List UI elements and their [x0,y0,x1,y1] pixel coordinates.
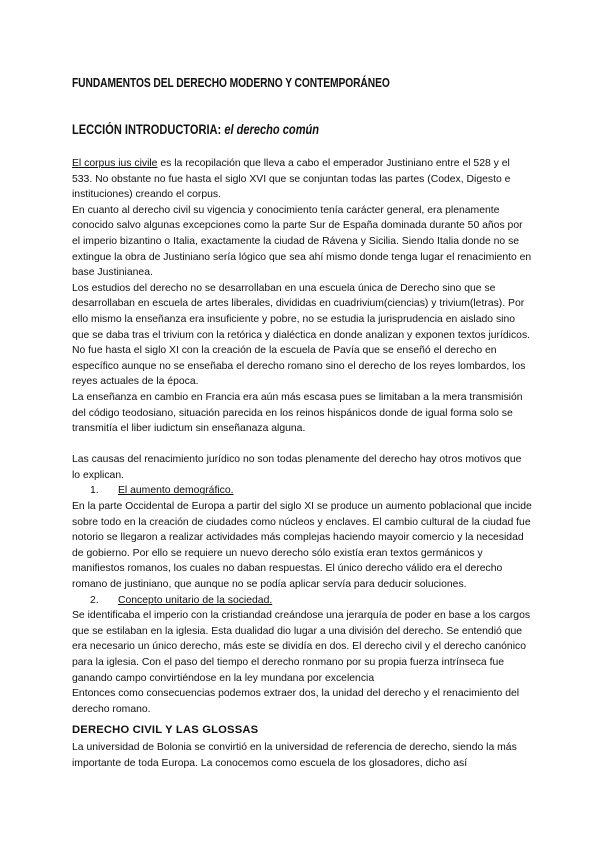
lesson-prefix: LECCIÓN INTRODUCTORIA: [72,122,222,137]
paragraph-consecuencias: Entonces como consecuencias podemos extraer dos, la unidad del derecho y el renacimiento del derecho romano. [72,688,520,715]
document-body [72,156,532,771]
paragraph-derecho-civil: En cuanto al derecho civil su vigencia y conocimiento tenía carácter general, era plenamente conocido salvo algunas excepciones como la parte Sur de España dominada durante 50 años por el imperio bizantino o Italia, exactamente la ciudad de Rávena y Sicilia. Siendo Italia donde no se extingue la obra de Justiniano sería lógico que sea ahí mismo donde tenga lugar el renacimiento en base Justinianea. [72,204,532,279]
corpus-term: El corpus ius civile [72,158,158,169]
paragraph-aumento: En la parte Occidental de Europa a partir del siglo XI se produce un aumento poblacional que incide sobre todo en la creación de ciudades como núcleos y enclaves. El cambio cultural de la ciudad fue notorio se llegaron a realizar actividades más complejas haciendo mayoir comercio y la necesidad de gobierno. Por ello se requiere un nuevo derecho sólo existía eran textos germánicos y manifiestos romanos, los cuales no daban respuestas. El único derecho válido era el derecho romano de justiniano, que aunque no se podía aplicar servía para deducir soluciones. [72,501,532,591]
paragraph-gap [72,437,532,453]
section-heading: DERECHO CIVIL Y LAS GLOSSAS [72,724,259,737]
list-item [72,483,532,499]
paragraph-bolonia: La universidad de Bolonia se convirtió en la universidad de referencia de derecho, siendo la más importante de toda Europa. La conocemos como escuela de los glosadores, dicho así [72,741,517,769]
list-item [72,593,532,609]
list-item-number: 1. [90,485,99,497]
lesson-name: el derecho común [224,122,320,137]
list-item-label: El aumento demográfico. [118,485,234,497]
paragraph-imperio: Se identificaba el imperio con la cristiandad creándose una jerarquía de poder en base a los cargos que se estilaban en la iglesia. Esta dualidad dio lugar a una división del derecho. Se entendió que era necesario un único derecho, más este se dividía en dos. El derecho civil y el derecho canónico para la iglesia. Con el paso del tiempo el derecho ronmano por su propia fuerza intrínseca fue ganando campo convirtiéndose en la ley mundana por excelencia [72,610,531,684]
lesson-heading [72,122,319,137]
paragraph-francia: La enseñanza en cambio en Francia era aún más escasa pues se limitaban a la mera transmisión del código teodosiano, situación parecida en los reinos hispánicos donde de igual forma solo se transmitía el liber iudictum sin enseñanaza alguna. [72,391,523,435]
list-item-label: Concepto unitario de la sociedad. [118,594,273,606]
paragraph-corpus [72,156,532,203]
paragraph-estudios: Los estudios del derecho no se desarrollaban en una escuela única de Derecho sino que se desarrollaban en escuela de artes liberales, divididas en cuadrivium(ciencias) y trivium(letras). Por ello mismo la enseñanza era insuficiente y pobre, no se estudia la jurisprudencia en aislado sino que se daba tras el trivium con la retórica y dialéctica en donde analizan y exponen textos jurídicos. No fue hasta el siglo XI con la creación de la escuela de Pavía que se enseñó el derecho en específico aunque no se enseñaba el derecho romano sino el derecho de los reyes lombardos, los reyes actuales de la época. [72,282,531,388]
paragraph-causas: Las causas del renacimiento jurídico no son todas plenamente del derecho hay otros motivos que lo explican. [72,454,522,481]
document-title: FUNDAMENTOS DEL DERECHO MODERNO Y CONTEMPORÁNEO [72,76,390,90]
corpus-text: es la recopilación que lleva a cabo el emperador Justiniano entre el 528 y el 533. No obstante no fue hasta el siglo XVI que se conjuntan todas las partes (Codex, Digesto e instituciones) creando el corpus. [72,158,511,201]
list-item-number: 2. [90,594,99,606]
